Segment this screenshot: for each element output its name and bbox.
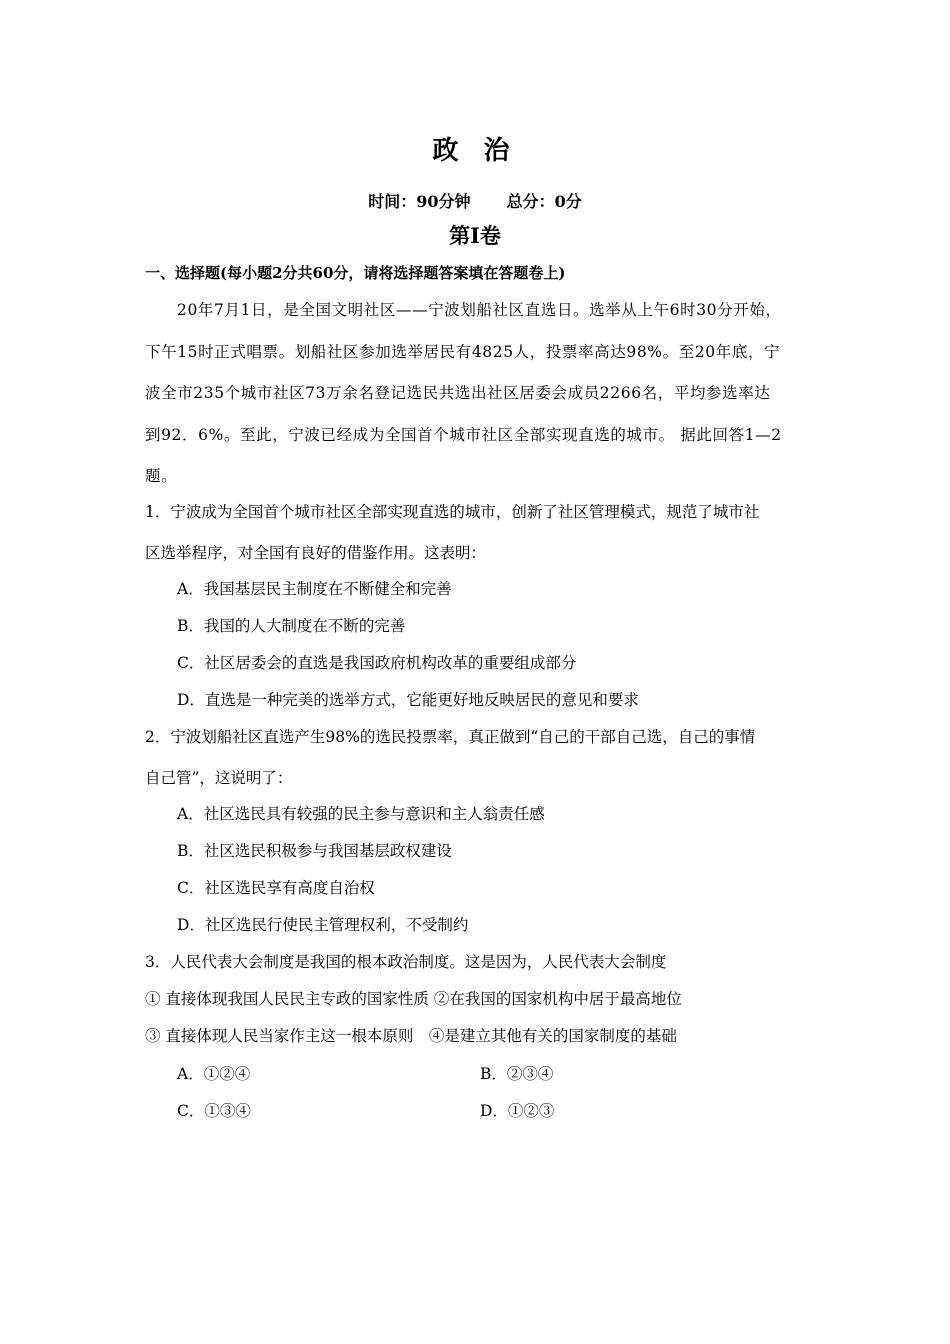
passage-line: 波全市235个城市社区73万余名登记选民共选出社区居委会成员2266名，平均参选率达 <box>145 384 771 402</box>
exam-time: 时间：90分钟 <box>368 192 471 211</box>
passage-line: 下午15时正式唱票。划船社区参加选举居民有4825人，投票率高达98%。至20年底，宁 <box>145 343 781 361</box>
question-2-stem: 2．宁波划船社区直选产生98%的选民投票率，真正做到“自己的干部自己选，自己的事情 <box>145 728 756 746</box>
question-1-stem: 1．宁波成为全国首个城市社区全部实现直选的城市，创新了社区管理模式，规范了城市社 <box>145 503 760 521</box>
question-1-option-a: A．我国基层民主制度在不断健全和完善 <box>177 580 452 598</box>
question-2-option-c: C．社区选民享有高度自治权 <box>177 879 375 897</box>
question-2-option-b: B．社区选民积极参与我国基层政权建设 <box>177 842 452 860</box>
exam-score: 总分：0分 <box>506 192 582 211</box>
question-1-stem-cont: 区选举程序，对全国有良好的借鉴作用。这表明： <box>145 544 487 562</box>
passage-line: 到92．6%。至此，宁波已经成为全国首个城市社区全部实现直选的城市。 据此回答1—2 <box>145 426 782 444</box>
question-3-stem: 3．人民代表大会制度是我国的根本政治制度。这是因为，人民代表大会制度 <box>145 953 667 971</box>
question-1-option-c: C．社区居委会的直选是我国政府机构改革的重要组成部分 <box>177 654 577 672</box>
question-1-option-d: D．直选是一种完美的选举方式，它能更好地反映居民的意见和要求 <box>177 691 639 709</box>
question-3-option-b: B．②③④ <box>480 1065 554 1083</box>
question-3-option-a: A．①②④ <box>177 1065 251 1083</box>
section-heading: 一、选择题(每小题2分共60分，请将选择题答案填在答题卷上) <box>145 264 566 282</box>
question-2-option-a: A．社区选民具有较强的民主参与意识和主人翁责任感 <box>177 805 545 823</box>
page-title: 政 治 <box>432 136 518 166</box>
question-3-items-cont: ③ 直接体现人民当家作主这一根本原则 ④是建立其他有关的国家制度的基础 <box>145 1027 677 1045</box>
volume-heading: 第I卷 <box>449 223 501 248</box>
question-2-stem-cont: 自己管”，这说明了： <box>145 769 293 787</box>
passage-line: 题。 <box>145 467 178 485</box>
question-3-items: ① 直接体现我国人民民主专政的国家性质 ②在我国的国家机构中居于最高地位 <box>145 990 682 1008</box>
question-2-option-d: D．社区选民行使民主管理权利，不受制约 <box>177 916 469 934</box>
exam-meta <box>0 189 950 212</box>
question-1-option-b: B．我国的人大制度在不断的完善 <box>177 617 406 635</box>
question-3-option-d: D．①②③ <box>480 1102 555 1120</box>
passage-line: 20年7月1日，是全国文明社区——宁波划船社区直选日。选举从上午6时30分开始， <box>177 301 782 319</box>
question-3-option-c: C．①③④ <box>177 1102 251 1120</box>
